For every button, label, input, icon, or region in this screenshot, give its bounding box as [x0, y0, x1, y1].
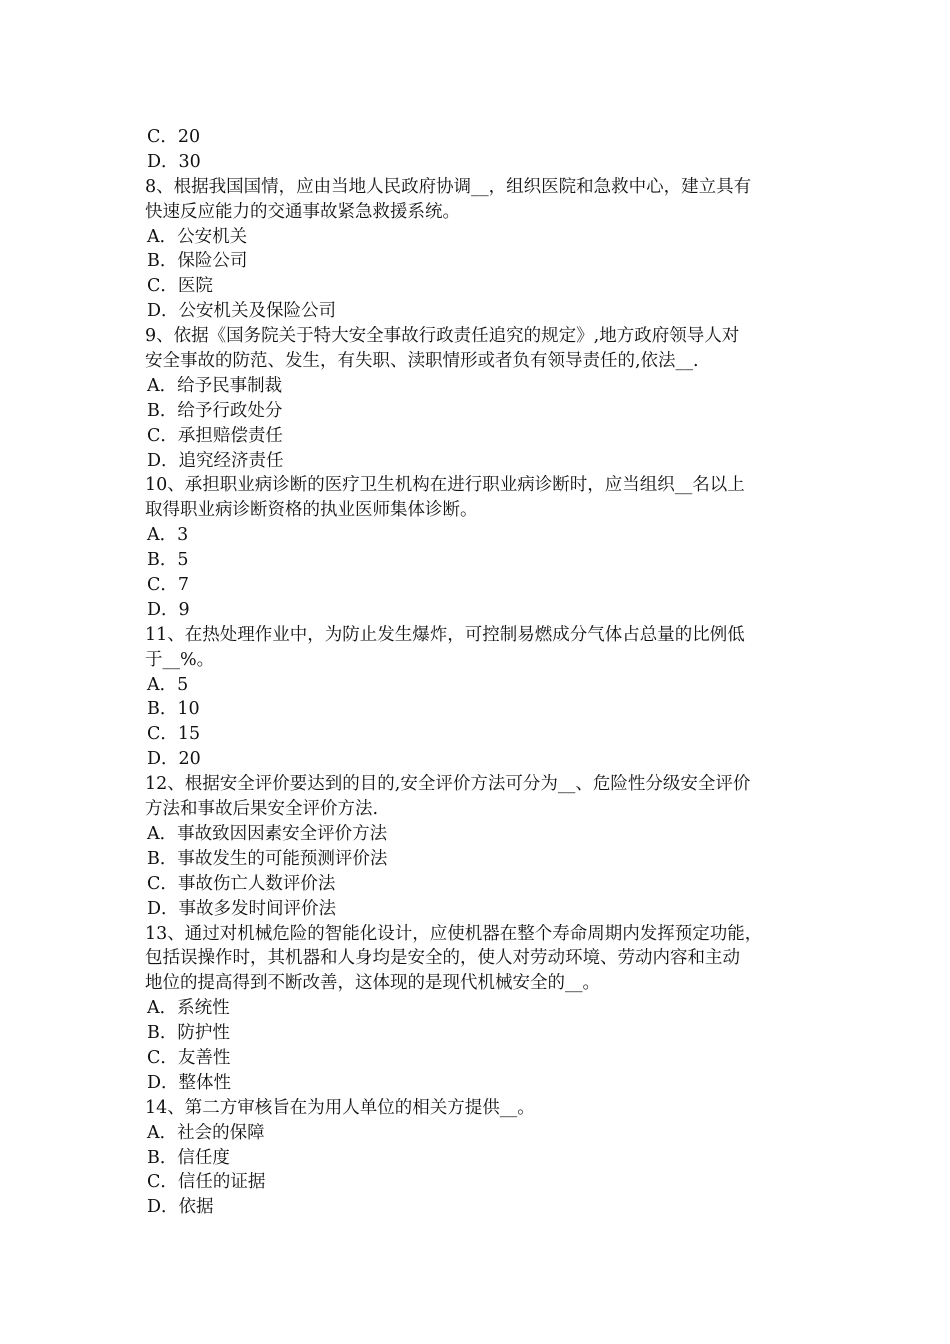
- question-text: 于__%。: [145, 649, 215, 670]
- question-text: 包括误操作时，其机器和人身均是安全的，使人对劳动环境、劳动内容和主动: [145, 948, 740, 969]
- answer-option: C．信任的证据: [147, 1172, 266, 1193]
- answer-option: D．依据: [147, 1197, 214, 1218]
- answer-option: C．20: [147, 127, 201, 147]
- question-text: 快速反应能力的交通事故紧急救援系统。: [145, 201, 460, 222]
- question-text: 13、通过对机械危险的智能化设计，应使机器在整个寿命周期内发挥预定功能，: [145, 923, 763, 944]
- answer-option: A．系统性: [147, 998, 230, 1019]
- question-text: 取得职业病诊断资格的执业医师集体诊断。: [145, 500, 478, 521]
- answer-option: A．社会的保障: [147, 1122, 265, 1143]
- question-text: 地位的提高得到不断改善，这体现的是现代机械安全的__。: [145, 973, 600, 994]
- answer-option: B．信任度: [147, 1147, 230, 1168]
- answer-option: A．给予民事制裁: [147, 375, 283, 396]
- question-text: 10、承担职业病诊断的医疗卫生机构在进行职业病诊断时，应当组织__名以上: [145, 475, 745, 496]
- question-text: 11、在热处理作业中，为防止发生爆炸，可控制易燃成分气体占总量的比例低: [145, 624, 745, 645]
- answer-option: D．9: [147, 599, 190, 620]
- answer-option: B．防护性: [147, 1023, 230, 1044]
- answer-option: D．20: [147, 749, 201, 770]
- answer-option: A．事故致因因素安全评价方法: [147, 823, 388, 844]
- answer-option: D．追究经济责任: [147, 450, 284, 471]
- answer-option: D．30: [147, 151, 201, 172]
- answer-option: D．事故多发时间评价法: [147, 898, 337, 919]
- answer-option: B．10: [147, 699, 200, 720]
- answer-option: B．保险公司: [147, 251, 248, 272]
- question-text: 14、第二方审核旨在为用人单位的相关方提供__。: [145, 1097, 535, 1118]
- question-text: 9、依据《国务院关于特大安全事故行政责任追究的规定》,地方政府领导人对: [145, 326, 740, 347]
- answer-option: B．5: [147, 550, 189, 571]
- answer-option: C．友善性: [147, 1047, 231, 1068]
- answer-option: A．公安机关: [147, 226, 248, 247]
- answer-option: D．公安机关及保险公司: [147, 301, 337, 322]
- question-text: 8、根据我国国情，应由当地人民政府协调__，组织医院和急救中心，建立具有: [145, 176, 752, 197]
- question-text: 12、根据安全评价要达到的目的,安全评价方法可分为__、危险性分级安全评价: [145, 774, 751, 795]
- answer-option: B．给予行政处分: [147, 400, 283, 421]
- answer-option: C．15: [147, 724, 201, 745]
- answer-option: C．7: [147, 575, 190, 596]
- question-text: 安全事故的防范、发生，有失职、渎职情形或者负有领导责任的,依法__.: [145, 351, 699, 372]
- answer-option: A．3: [147, 525, 189, 546]
- answer-option: C．事故伤亡人数评价法: [147, 873, 336, 894]
- document-body: [145, 125, 815, 1220]
- answer-option: A．5: [147, 674, 189, 695]
- answer-option: C．医院: [147, 276, 213, 297]
- answer-option: D．整体性: [147, 1072, 232, 1093]
- question-text: 方法和事故后果安全评价方法.: [145, 799, 379, 820]
- answer-option: C．承担赔偿责任: [147, 425, 283, 446]
- answer-option: B．事故发生的可能预测评价法: [147, 848, 388, 869]
